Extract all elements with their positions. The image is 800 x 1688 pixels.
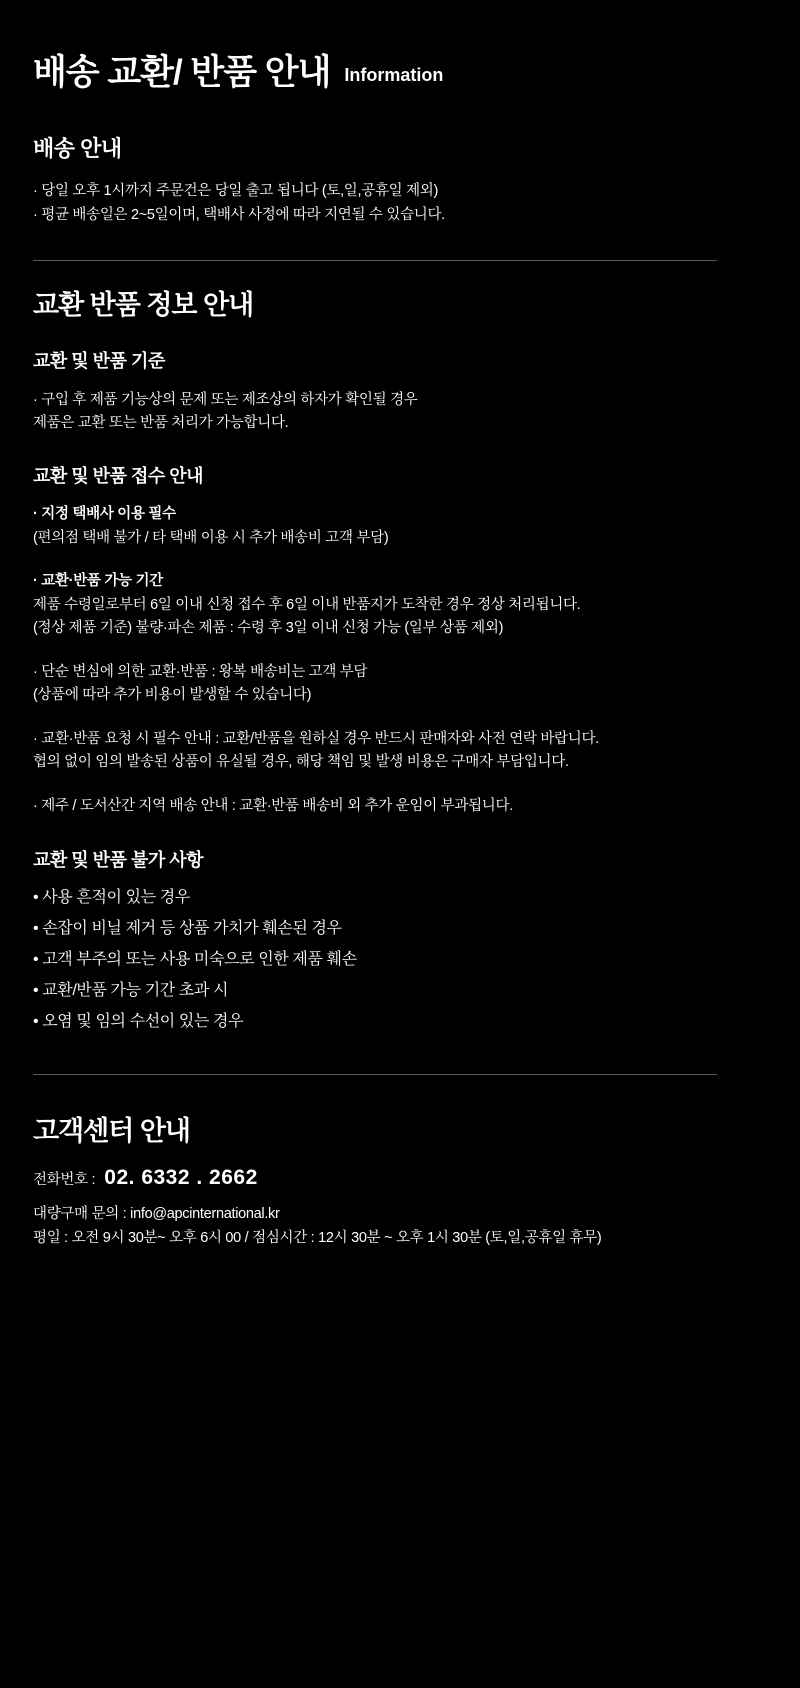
reception-line: · 교환·반품 요청 시 필수 안내 : 교환/반품을 원하실 경우 반드시 판매자와 사전 연락 바랍니다. [33,730,599,747]
reception-block [33,661,770,708]
exchange-reception-heading: 교환 및 반품 접수 안내 [33,465,203,486]
customer-center-section [30,1109,770,1251]
reception-line: (상품에 따라 추가 비용이 발생할 수 있습니다) [33,687,312,704]
exchange-return-section [30,291,770,1037]
reception-line: 제품 수령일로부터 6일 이내 신청 접수 후 6일 이내 반품지가 도착한 경우 정상 처리됩니다. [33,596,581,613]
shipping-lines [33,180,770,227]
divider [33,1074,717,1075]
exchange-criteria-line: 제품은 교환 또는 반품 처리가 가능합니다. [33,415,289,432]
exchange-criteria-line: · 구입 후 제품 기능상의 문제 또는 제조상의 하자가 확인될 경우 [33,391,418,408]
customer-center-heading: 고객센터 안내 [33,1115,190,1146]
exchange-reception-group [33,466,770,818]
not-allowed-list [33,882,770,1038]
reception-line: (정상 제품 기준) 불량·파손 제품 : 수령 후 3일 이내 신청 가능 (일부 상품 제외) [33,620,504,637]
exchange-criteria-group [33,351,770,436]
page-title-english: Information [344,65,444,85]
phone-label: 전화번호 : [33,1171,96,1188]
reception-line: · 지정 택배사 이용 필수 [33,506,176,523]
reception-line: · 단순 변심에 의한 교환·반품 : 왕복 배송비는 고객 부담 [33,663,368,680]
not-allowed-item: • 교환/반품 가능 기간 초과 시 [33,982,229,1000]
not-allowed-group [33,850,770,1038]
page-title: 배송 교환/ 반품 안내 [33,53,331,92]
reception-block [33,795,770,818]
divider [33,260,717,261]
reception-line: · 제주 / 도서산간 지역 배송 안내 : 교환·반품 배송비 외 추가 운임이 부과됩니다. [33,797,513,814]
phone-number[interactable]: 02. 6332 . 2662 [104,1165,258,1189]
page-header [30,55,770,90]
reception-block [33,570,770,640]
reception-line: 협의 없이 임의 발송된 상품이 유실될 경우, 해당 책임 및 발생 비용은 구매자 부담입니다. [33,754,569,771]
business-hours: 평일 : 오전 9시 30분~ 오후 6시 00 / 점심시간 : 12시 30분 ~ 오후 1시 30분 (토,일,공휴일 휴무) [33,1229,602,1246]
reception-block [33,728,770,775]
shipping-heading: 배송 안내 [33,136,122,161]
customer-center-phone-row [33,1166,770,1190]
not-allowed-item: • 사용 흔적이 있는 경우 [33,888,190,906]
not-allowed-item: • 오염 및 임의 수선이 있는 경우 [33,1013,244,1031]
reception-line: · 교환·반품 가능 기간 [33,573,163,590]
exchange-criteria-heading: 교환 및 반품 기준 [33,351,165,372]
shipping-line: · 평균 배송일은 2~5일이며, 택배사 사정에 따라 지연될 수 있습니다. [33,206,445,223]
shipping-section [30,136,770,227]
reception-line: (편의점 택배 불가 / 타 택배 이용 시 추가 배송비 고객 부담) [33,529,389,546]
not-allowed-item: • 고객 부주의 또는 사용 미숙으로 인한 제품 훼손 [33,951,357,969]
reception-block [33,503,770,550]
shipping-line: · 당일 오후 1시까지 주문건은 당일 출고 됩니다 (토,일,공휴일 제외) [33,183,439,200]
bulk-order-email[interactable]: 대량구매 문의 : info@apcinternational.kr [33,1205,280,1222]
exchange-return-heading: 교환 반품 정보 안내 [33,290,254,321]
not-allowed-item: • 손잡이 비닐 제거 등 상품 가치가 훼손된 경우 [33,919,342,937]
not-allowed-heading: 교환 및 반품 불가 사항 [33,850,203,871]
